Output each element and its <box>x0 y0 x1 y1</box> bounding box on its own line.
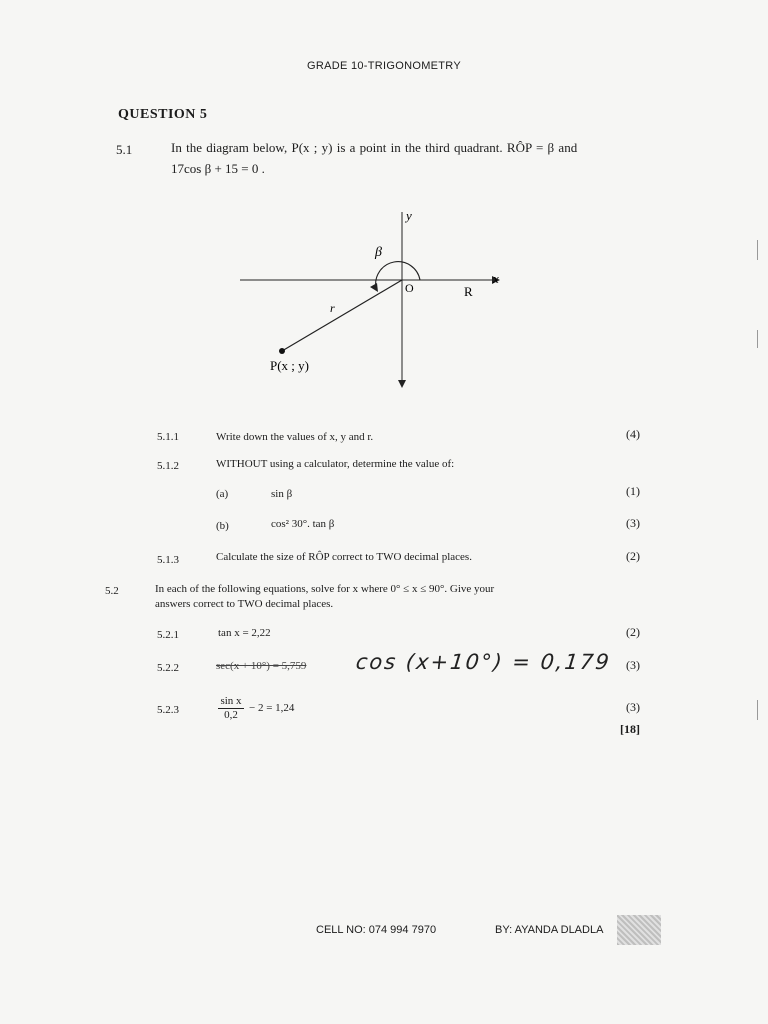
origin-label: O <box>405 281 414 295</box>
q-5-1-2-text: WITHOUT using a calculator, determine the value of: <box>216 458 455 470</box>
question-title: QUESTION 5 <box>118 107 208 122</box>
scan-edge-mark <box>757 330 758 348</box>
radius-label: r <box>330 301 335 315</box>
scan-edge-mark <box>757 700 758 720</box>
scan-edge-mark <box>757 240 758 260</box>
q-5-2-3-number: 5.2.3 <box>157 704 179 716</box>
q-5-1-2b-text: cos² 30°. tan β <box>271 518 335 530</box>
q-5-2-1-marks: (2) <box>626 625 640 639</box>
q-5-2-2-number: 5.2.2 <box>157 662 179 674</box>
y-axis-arrow <box>398 380 406 388</box>
q-5-2-number: 5.2 <box>105 585 119 597</box>
q-5-1-1-marks: (4) <box>626 427 640 441</box>
radius-line <box>282 280 402 351</box>
q-5-2-1-text: tan x = 2,22 <box>218 627 271 639</box>
x-axis-label: x <box>493 271 499 286</box>
question-total-marks: [18] <box>620 722 640 736</box>
footer-author: BY: AYANDA DLADLA <box>495 924 604 936</box>
q-5-2-2-struck-text: sec(x + 10°) = 5,759 <box>216 660 307 672</box>
y-axis-label: y <box>406 208 412 223</box>
fraction-numerator: sin x <box>218 695 244 709</box>
q-5-2-2-handwritten-correction: cos (x+10°) = 0,179 <box>354 650 612 674</box>
q-5-1-number: 5.1 <box>116 142 133 157</box>
beta-label: β <box>375 245 382 260</box>
q-5-2-1-number: 5.2.1 <box>157 629 179 641</box>
q-5-2-3-fraction <box>218 695 244 721</box>
q-5-2-line2: answers correct to TWO decimal places. <box>155 598 334 610</box>
q-5-1-1-text: Write down the values of x, y and r. <box>216 431 374 443</box>
q-5-1-1-number: 5.1.1 <box>157 431 179 443</box>
q-5-2-line1: In each of the following equations, solve for x where 0° ≤ x ≤ 90°. Give your <box>155 583 495 595</box>
trig-diagram <box>230 200 520 400</box>
beta-arc-arrow <box>370 283 378 292</box>
page-header: GRADE 10-TRIGONOMETRY <box>306 60 461 72</box>
point-p-label: P(x ; y) <box>270 358 309 373</box>
q-5-1-line1: In the diagram below, P(x ; y) is a point in the third quadrant. RÔP = β and <box>171 140 578 155</box>
point-r-label: R <box>464 284 473 299</box>
q-5-2-2-marks: (3) <box>626 658 640 672</box>
q-5-1-line2: 17cos β + 15 = 0 . <box>171 161 265 176</box>
footer-cell-number: CELL NO: 074 994 7970 <box>316 924 437 936</box>
q-5-1-2a-number: (a) <box>216 488 229 500</box>
footer-stamp-image <box>617 915 661 945</box>
q-5-1-2a-text: sin β <box>271 488 293 500</box>
q-5-1-2a-marks: (1) <box>626 484 640 498</box>
q-5-2-3-marks: (3) <box>626 700 640 714</box>
q-5-2-3-text: − 2 = 1,24 <box>249 702 295 714</box>
q-5-1-3-text: Calculate the size of RÔP correct to TWO decimal places. <box>216 551 472 563</box>
q-5-1-3-marks: (2) <box>626 549 640 563</box>
q-5-1-2-number: 5.1.2 <box>157 460 179 472</box>
q-5-1-2b-marks: (3) <box>626 516 640 530</box>
q-5-1-3-number: 5.1.3 <box>157 554 179 566</box>
fraction-denominator: 0,2 <box>224 709 238 721</box>
q-5-1-2b-number: (b) <box>216 520 229 532</box>
point-p-dot <box>279 348 285 354</box>
